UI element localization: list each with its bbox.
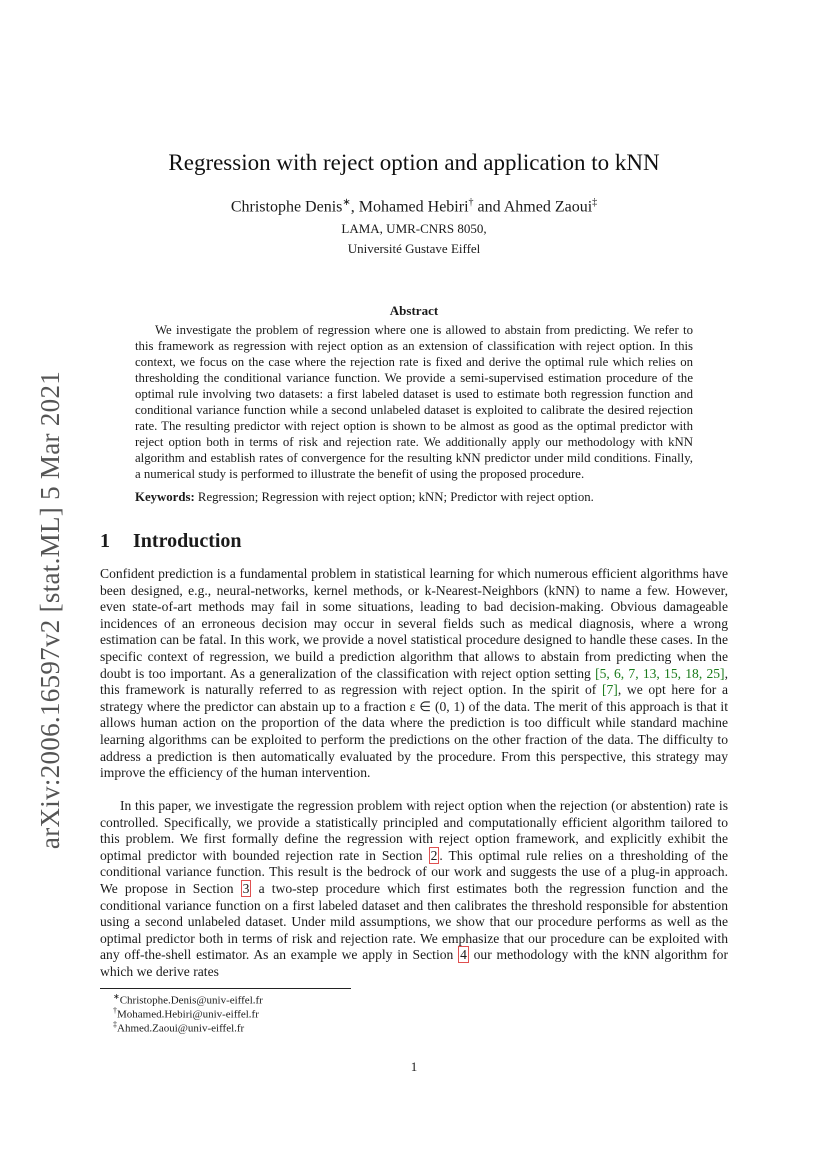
footnote bbox=[113, 1020, 244, 1035]
footnote-email[interactable]: Mohamed.Hebiri@univ-eiffel.fr bbox=[117, 1008, 259, 1021]
section-title: Introduction bbox=[133, 530, 242, 552]
paragraph-text: our methodology with the kNN algorithm for which we derive rates bbox=[100, 947, 728, 979]
author-list bbox=[100, 197, 728, 216]
intro-paragraph-1 bbox=[100, 566, 728, 782]
footnote-email[interactable]: Ahmed.Zaoui@univ-eiffel.fr bbox=[117, 1022, 245, 1035]
keywords-label: Keywords: bbox=[135, 490, 195, 504]
section-reference-link[interactable]: 4 bbox=[460, 947, 467, 963]
citation-link[interactable]: [7] bbox=[601, 682, 618, 698]
footnote-marker: † bbox=[113, 1006, 117, 1015]
abstract-heading: Abstract bbox=[389, 303, 439, 318]
intro-paragraph-2 bbox=[100, 798, 728, 981]
section-number: 1 bbox=[100, 530, 110, 552]
author-name: Christophe Denis bbox=[230, 198, 343, 216]
keywords-line bbox=[135, 490, 693, 505]
citation-link[interactable]: [5, 6, 7, 13, 15, 18, 25] bbox=[595, 665, 725, 681]
author-separator: , bbox=[350, 198, 359, 216]
footnote-email[interactable]: Christophe.Denis@univ-eiffel.fr bbox=[119, 994, 263, 1007]
arxiv-identifier-stamp: arXiv:2006.16597v2 [stat.ML] 5 Mar 2021 bbox=[35, 370, 65, 850]
page-number: 1 bbox=[410, 1059, 418, 1074]
section-heading bbox=[100, 530, 242, 553]
paragraph-text: . This optimal rule relies on a thresholding of the conditional variance function. This result is the bedrock of our work and suggests the use of a plug-in approach. We propose in Section bbox=[100, 847, 729, 896]
section-reference-link[interactable]: 2 bbox=[430, 847, 438, 863]
paragraph-text: In this paper, we investigate the regression problem with reject option when the rejection (or abstention) rate is controlled. Specifically, we provide a statistically principled and computationally efficient algorithm tailored to this problem. We first formally define the regression with reject option framework, and explicitly exhibit the optimal predictor with bounded rejection rate in Section bbox=[100, 798, 728, 863]
author-name: Mohamed Hebiri bbox=[358, 198, 469, 216]
footnote bbox=[113, 1006, 259, 1021]
paragraph-text: , this framework is naturally referred to as regression with reject option. In the spirit of bbox=[100, 665, 728, 698]
paper-title: Regression with reject option and application to kNN bbox=[168, 150, 660, 175]
footnote bbox=[113, 992, 263, 1007]
footnote-marker: ‡ bbox=[113, 1020, 117, 1029]
author-separator: and bbox=[473, 198, 504, 216]
paragraph-text: , we opt here for a strategy where the predictor can abstain up to a fraction ε ∈ (0, 1) of the data. The merit of this approach is that it allows human action on the proportion of the data where the prediction is too difficult while standard machine learning algorithms can be exploited to perform the predictions on the other fraction of the data. The difficulty to address a prediction is then automatically evaluated by the procedure. From this perspective, this strategy may improve the efficiency of the human intervention. bbox=[100, 682, 729, 781]
footnote-marker: ‡ bbox=[592, 197, 598, 208]
footnote-divider bbox=[100, 988, 351, 989]
footnote-marker: † bbox=[468, 197, 474, 208]
section-reference-link[interactable]: 3 bbox=[242, 880, 250, 896]
paragraph-text: Confident prediction is a fundamental problem in statistical learning for which numerous efficient algorithms have been designed, e.g., neural-networks, kernel methods, or k-Nearest-Neighbors (kNN) to name a few. However, even state-of-art methods may fail in some situations, leading to bad decision-making. Obvious damageable incidences of an erroneous decision may occur in several fields such as medical diagnosis, where a wrong estimation can be fatal. In this work, we provide a novel statistical procedure designed to handle these cases. In the specific context of regression, we build a prediction algorithm that allows to abstain from predicting when the doubt is too important. As a generalization of the classification with reject option setting bbox=[100, 566, 728, 681]
paragraph-text: a two-step procedure which first estimates both the regression function and the conditional variance function on a first labeled dataset and then calibrates the threshold responsible for abstention using a second unlabeled dataset. Under mild assumptions, we show that our procedure performs as well as the optimal predictor both in terms of risk and rejection rate. We emphasize that our procedure can be exploited with any off-the-shell estimator. As an example we apply in Section bbox=[100, 880, 728, 963]
footnote-marker: ∗ bbox=[342, 197, 351, 208]
abstract-text: We investigate the problem of regression where one is allowed to abstain from predicting. We refer to this framework as regression with reject option as an extension of classification with reject option. In this context, we focus on the case where the rejection rate is fixed and derive the optimal rule which relies on thresholding the conditional variance function. We provide a semi-supervised estimation procedure of the optimal rule involving two datasets: a first labeled dataset is used to estimate both regression function and conditional variance function while a second unlabeled dataset is exploited to calibrate the desired rejection rate. The resulting predictor with reject option is shown to be almost as good as the optimal predictor with reject option both in terms of risk and rejection rate. We additionally apply our methodology with kNN algorithm and establish rates of convergence for the resulting kNN predictor under mild conditions. Finally, a numerical study is performed to illustrate the benefit of using the proposed procedure. bbox=[135, 323, 693, 481]
footnote-marker: ∗ bbox=[113, 992, 120, 1001]
author-name: Ahmed Zaoui bbox=[503, 198, 593, 216]
affiliation-line: Université Gustave Eiffel bbox=[347, 241, 481, 256]
affiliation-line: LAMA, UMR-CNRS 8050, bbox=[341, 221, 487, 236]
keywords-text: Regression; Regression with reject option; kNN; Predictor with reject option. bbox=[194, 490, 594, 504]
